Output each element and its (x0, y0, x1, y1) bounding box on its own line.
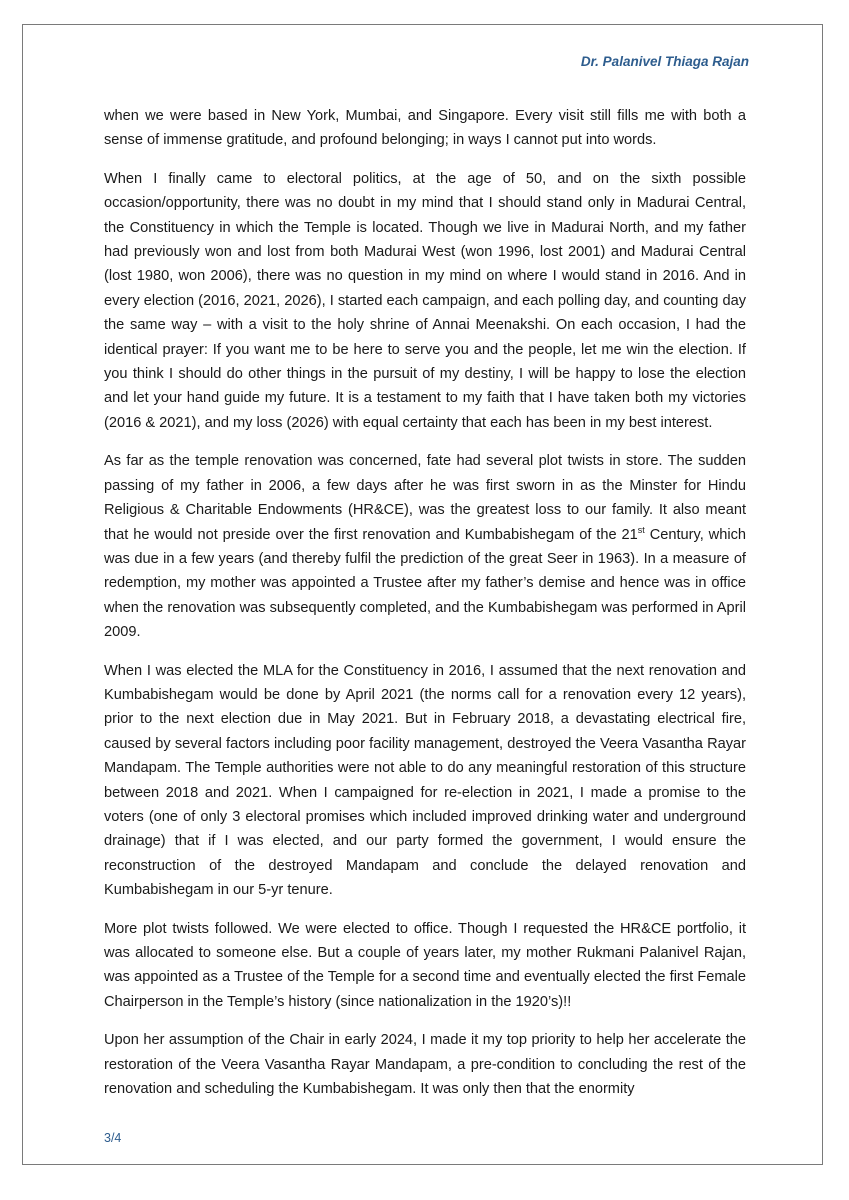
paragraph: When I was elected the MLA for the Constituency in 2016, I assumed that the next renovation and Kumbabishegam would be done by April 2021 (the norms call for a renovation every 12 years), prior to the next election due in May 2021. But in February 2018, a devastating electrical fire, caused by several factors including poor facility management, destroyed the Veera Vasantha Rayar Mandapam. The Temple authorities were not able to do any meaningful restoration of this structure between 2018 and 2021. When I campaigned for re-election in 2021, I made a promise to the voters (one of only 3 electoral promises which included improved drinking water and underground drainage) that if I was elected, and our party formed the government, I would ensure the reconstruction of the destroyed Mandapam and conclude the delayed renovation and Kumbabishegam in our 5-yr tenure. (104, 662, 746, 899)
paragraph-text: Century, which was due in a few years (and thereby fulfil the prediction of the great Seer in 1963). In a measure of redemption, my mother was appointed a Trustee after my father’s demise and hence was in office when the renovation was subsequently completed, and the Kumbabishegam was performed in April 2009. (104, 526, 746, 641)
paragraph (104, 449, 746, 644)
ordinal-suffix: st (637, 524, 645, 535)
document-body (104, 104, 746, 1115)
header-author: Dr. Palanivel Thiaga Rajan (580, 54, 749, 69)
paragraph: More plot twists followed. We were elected to office. Though I requested the HR&CE portfolio, it was allocated to someone else. But a couple of years later, my mother Rukmani Palanivel Rajan, was appointed as a Trustee of the Temple for a second time and eventually elected the first Female Chairperson in the Temple’s history (since nationalization in the 1920’s)!! (104, 920, 746, 1010)
paragraph: when we were based in New York, Mumbai, and Singapore. Every visit still fills me with both a sense of immense gratitude, and profound belonging; in ways I cannot put into words. (104, 108, 746, 149)
paragraph-text: As far as the temple renovation was concerned, fate had several plot twists in store. The sudden passing of my father in 2006, a few days after he was first sworn in as the Minster for Hindu Religious & Charitable Endowments (HR&CE), was the greatest loss to our family. It also meant that he would not preside over the first renovation and Kumbabishegam of the 21 (104, 453, 746, 543)
paragraph: When I finally came to electoral politics, at the age of 50, and on the sixth possible occasion/opportunity, there was no doubt in my mind that I should stand only in Madurai Central, the Constituency in which the Temple is located. Though we live in Madurai North, and my father had previously won and lost from both Madurai West (won 1996, lost 2001) and Madurai Central (lost 1980, won 2006), there was no question in my mind on where I would stand in 2016. And in every election (2016, 2021, 2026), I started each campaign, and each polling day, and counting day the same way – with a visit to the holy shrine of Annai Meenakshi. On each occasion, I had the identical prayer: If you want me to be here to serve you and the people, let me win the election. If you think I should do other things in the pursuit of my destiny, I will be happy to lose the election and let your hand guide my future. It is a testament to my faith that I have taken both my victories (2016 & 2021), and my loss (2026) with equal certainty that each has been in my best interest. (104, 170, 746, 431)
page-number: 3/4 (104, 1131, 122, 1145)
paragraph: Upon her assumption of the Chair in early 2024, I made it my top priority to help her accelerate the restoration of the Veera Vasantha Rayar Mandapam, a pre-condition to concluding the rest of the renovation and scheduling the Kumbabishegam. It was only then that the enormity (104, 1032, 746, 1098)
